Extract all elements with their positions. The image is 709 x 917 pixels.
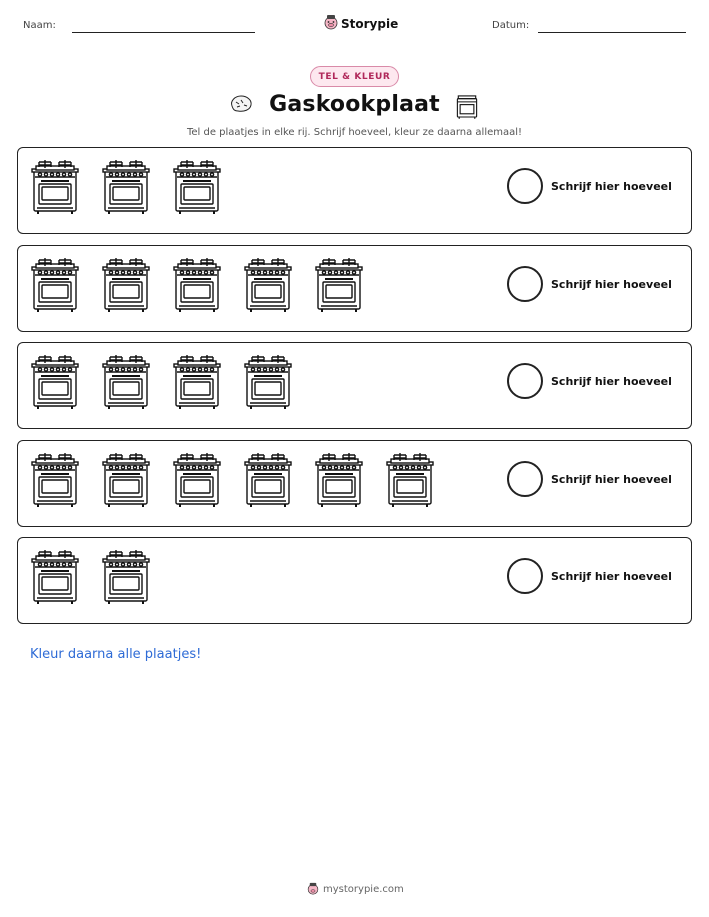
count-answer-circle[interactable] [507, 168, 543, 204]
footer-website: mystorypie.com [323, 884, 404, 895]
stove-icon [102, 158, 150, 216]
stove-icon [31, 158, 79, 216]
stove-icon [456, 92, 478, 124]
stove-icon [102, 451, 150, 509]
stove-icon [244, 353, 292, 411]
stove-icon [315, 451, 363, 509]
name-write-line[interactable] [72, 32, 255, 33]
counting-row [17, 147, 692, 234]
brand-name: Storypie [341, 17, 399, 31]
write-count-label: Schrijf hier hoeveel [551, 473, 672, 486]
stove-icon [173, 353, 221, 411]
stove-icon [31, 353, 79, 411]
stove-icon [31, 548, 79, 606]
stove-icon [244, 451, 292, 509]
count-answer-circle[interactable] [507, 558, 543, 594]
page-title: Gaskookplaat [269, 92, 440, 117]
count-answer-circle[interactable] [507, 363, 543, 399]
stove-icon [173, 451, 221, 509]
count-answer-circle[interactable] [507, 461, 543, 497]
stove-icon [244, 256, 292, 314]
stove-icon [102, 256, 150, 314]
write-count-label: Schrijf hier hoeveel [551, 570, 672, 583]
name-label: Naam: [23, 20, 56, 31]
write-count-label: Schrijf hier hoeveel [551, 375, 672, 388]
stove-icon [31, 451, 79, 509]
count-answer-circle[interactable] [507, 266, 543, 302]
date-write-line[interactable] [538, 32, 686, 33]
stove-icon [173, 256, 221, 314]
date-label: Datum: [492, 20, 530, 31]
activity-badge: TEL & KLEUR [310, 66, 399, 87]
pig-mascot-icon [307, 880, 319, 899]
pig-mascot-icon [324, 14, 338, 34]
write-count-label: Schrijf hier hoeveel [551, 278, 672, 291]
counting-row [17, 440, 692, 527]
footer [307, 880, 404, 899]
counting-row [17, 537, 692, 624]
stove-icon [102, 548, 150, 606]
stove-icon [386, 451, 434, 509]
instruction-text: Tel de plaatjes in elke rij. Schrijf hoeveel, kleur ze daarna allemaal! [186, 127, 523, 138]
stove-icon [31, 256, 79, 314]
brand-logo [324, 14, 398, 34]
stove-icon [102, 353, 150, 411]
counting-row [17, 342, 692, 429]
stove-icon [315, 256, 363, 314]
stove-icon [173, 158, 221, 216]
coloring-instruction: Kleur daarna alle plaatjes! [30, 647, 202, 662]
write-count-label: Schrijf hier hoeveel [551, 180, 672, 193]
counting-row [17, 245, 692, 332]
